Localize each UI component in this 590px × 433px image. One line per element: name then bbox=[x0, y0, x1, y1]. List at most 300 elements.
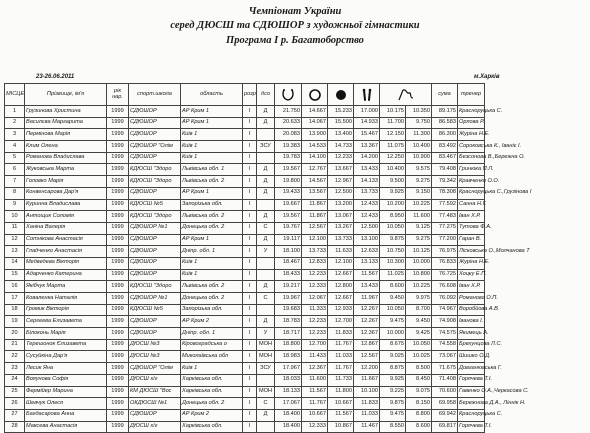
cell-ribbon-a: 9.875 bbox=[380, 398, 406, 410]
cell-ribbon-b: 10.050 bbox=[406, 339, 432, 351]
cell-ribbon-a: 9.450 bbox=[380, 293, 406, 305]
cell-year: 1999 bbox=[107, 211, 129, 223]
cell-sum: 83.492 bbox=[432, 141, 458, 153]
cell-year: 1999 bbox=[107, 293, 129, 305]
cell-region: Київ 1 bbox=[181, 129, 243, 141]
cell-place: 10 bbox=[5, 211, 25, 223]
table-header-row bbox=[5, 84, 585, 106]
cell-ball: 11.633 bbox=[328, 246, 354, 258]
cell-clubs: 17.000 bbox=[354, 106, 380, 118]
col-rank: розр bbox=[243, 84, 257, 106]
cell-ribbon-b: 8.150 bbox=[406, 398, 432, 410]
cell-hoop: 12.233 bbox=[302, 328, 328, 340]
cell-rope: 18.400 bbox=[275, 421, 302, 433]
cell-hoop: 12.067 bbox=[302, 293, 328, 305]
cell-dso: Д bbox=[257, 187, 275, 199]
cell-school: СДЮШОР №1 bbox=[129, 293, 181, 305]
cell-dso bbox=[257, 421, 275, 433]
cell-region: Кіровоградська о bbox=[181, 339, 243, 351]
cell-clubs: 13.367 bbox=[354, 141, 380, 153]
cell-name: Пермінова Марія bbox=[25, 129, 107, 141]
cell-name: Фермійер Марина bbox=[25, 386, 107, 398]
cell-ball: 11.833 bbox=[328, 328, 354, 340]
cell-year: 1999 bbox=[107, 222, 129, 234]
cell-ribbon-b: 9.575 bbox=[406, 164, 432, 176]
cell-school: СДЮШОР bbox=[129, 257, 181, 269]
cell-hoop: 12.700 bbox=[302, 339, 328, 351]
cell-rope: 18.400 bbox=[275, 409, 302, 421]
cell-place: 7 bbox=[5, 176, 25, 188]
cell-place: 5 bbox=[5, 152, 25, 164]
cell-ribbon-a: 11.700 bbox=[380, 117, 406, 129]
cell-year: 1999 bbox=[107, 234, 129, 246]
cell-coach: Воробйова А.В. bbox=[458, 304, 485, 316]
cell-dso: Д bbox=[257, 164, 275, 176]
cell-region: Київ 1 bbox=[181, 269, 243, 281]
cell-name: Куринна Владислава bbox=[25, 199, 107, 211]
cell-hoop: 12.233 bbox=[302, 269, 328, 281]
cell-school: СДЮШОР bbox=[129, 187, 181, 199]
cell-hoop: 12.767 bbox=[302, 164, 328, 176]
cell-coach: Романова О.П. bbox=[458, 293, 485, 305]
cell-coach: Красноруцька С. bbox=[458, 106, 485, 118]
cell-hoop: 14.067 bbox=[302, 117, 328, 129]
cell-rank: І bbox=[243, 363, 257, 375]
cell-sum: 86.583 bbox=[432, 117, 458, 129]
cell-sum: 73.067 bbox=[432, 351, 458, 363]
cell-coach: Тутова Ф.А. bbox=[458, 222, 485, 234]
cell-place: 21 bbox=[5, 339, 25, 351]
cell-sum: 78.308 bbox=[432, 187, 458, 199]
cell-ribbon-a: 11.025 bbox=[380, 269, 406, 281]
cell-rope: 18.800 bbox=[275, 339, 302, 351]
cell-school: СДЮШОР bbox=[129, 269, 181, 281]
cell-rope: 18.717 bbox=[275, 328, 302, 340]
cell-clubs: 13.133 bbox=[354, 257, 380, 269]
cell-school: КДЮСШ №5 bbox=[129, 199, 181, 211]
cell-clubs: 15.467 bbox=[354, 129, 380, 141]
cell-hoop: 12.333 bbox=[302, 281, 328, 293]
cell-dso bbox=[257, 374, 275, 386]
cell-region: Львівська обл. 1 bbox=[181, 164, 243, 176]
cell-rank: І bbox=[243, 257, 257, 269]
cell-year: 1999 bbox=[107, 199, 129, 211]
cell-ball: 14.733 bbox=[328, 141, 354, 153]
cell-place: 2 bbox=[5, 117, 25, 129]
table-row bbox=[5, 398, 585, 410]
cell-hoop: 12.567 bbox=[302, 222, 328, 234]
cell-school: СДЮШОР bbox=[129, 234, 181, 246]
cell-sum: 77.200 bbox=[432, 234, 458, 246]
cell-hoop: 13.900 bbox=[302, 129, 328, 141]
cell-school: СДЮШОР №1 bbox=[129, 222, 181, 234]
cell-clubs: 13.433 bbox=[354, 281, 380, 293]
cell-sum: 74.967 bbox=[432, 304, 458, 316]
cell-rank: І bbox=[243, 339, 257, 351]
cell-sum: 76.725 bbox=[432, 269, 458, 281]
cell-clubs: 12.200 bbox=[354, 363, 380, 375]
cell-ribbon-a: 9.225 bbox=[380, 386, 406, 398]
cell-region: Донецька обл. 2 bbox=[181, 398, 243, 410]
cell-hoop: 11.867 bbox=[302, 199, 328, 211]
cell-place: 23 bbox=[5, 363, 25, 375]
cell-school: ДЮСШ х/г bbox=[129, 374, 181, 386]
cell-dso: Д bbox=[257, 316, 275, 328]
col-ribbon bbox=[380, 84, 432, 106]
cell-year: 1999 bbox=[107, 176, 129, 188]
cell-dso: С bbox=[257, 398, 275, 410]
cell-school: ДЮСШ №3 bbox=[129, 339, 181, 351]
cell-name: Сергеева Елизавета bbox=[25, 316, 107, 328]
cell-dso: У bbox=[257, 246, 275, 258]
cell-rope: 19.567 bbox=[275, 164, 302, 176]
cell-rank: І bbox=[243, 187, 257, 199]
cell-clubs: 11.967 bbox=[354, 293, 380, 305]
col-name: Прізвище, ім'я bbox=[25, 84, 107, 106]
cell-school: СДЮШОР "Олім bbox=[129, 141, 181, 153]
cell-dso: С bbox=[257, 293, 275, 305]
cell-school: КДЮСШ "Здоро bbox=[129, 281, 181, 293]
cell-ribbon-b: 11.300 bbox=[406, 129, 432, 141]
cell-region: АР Крим 2 bbox=[181, 409, 243, 421]
cell-rope: 20.083 bbox=[275, 129, 302, 141]
cell-school: КДЮСШ №5 bbox=[129, 304, 181, 316]
cell-sum: 77.483 bbox=[432, 211, 458, 223]
cell-place: 8 bbox=[5, 187, 25, 199]
cell-year: 1999 bbox=[107, 421, 129, 433]
cell-region: Дніпр. обл. 1 bbox=[181, 246, 243, 258]
cell-clubs: 12.267 bbox=[354, 316, 380, 328]
col-dso: дсо bbox=[257, 84, 275, 106]
cell-hoop: 14.100 bbox=[302, 152, 328, 164]
cell-rank: І bbox=[243, 176, 257, 188]
cell-hoop: 12.367 bbox=[302, 363, 328, 375]
cell-name: Жуковська Марта bbox=[25, 164, 107, 176]
cell-sum: 74.575 bbox=[432, 328, 458, 340]
cell-name: Конвенсарова Дар'я bbox=[25, 187, 107, 199]
cell-ball: 15.233 bbox=[328, 106, 354, 118]
cell-dso: Д bbox=[257, 281, 275, 293]
cell-year: 1999 bbox=[107, 328, 129, 340]
cell-hoop: 14.533 bbox=[302, 141, 328, 153]
cell-clubs: 13.433 bbox=[354, 164, 380, 176]
cell-rope: 18.433 bbox=[275, 269, 302, 281]
col-school: спорт.школа bbox=[129, 84, 181, 106]
cell-rope: 18.983 bbox=[275, 351, 302, 363]
cell-sum: 76.833 bbox=[432, 257, 458, 269]
cell-hoop: 10.667 bbox=[302, 409, 328, 421]
cell-ball: 13.267 bbox=[328, 222, 354, 234]
cell-ribbon-a: 10.175 bbox=[380, 106, 406, 118]
cell-ribbon-b: 11.600 bbox=[406, 211, 432, 223]
cell-name: Клим Олена bbox=[25, 141, 107, 153]
cell-dso bbox=[257, 199, 275, 211]
cell-region: Київ 1 bbox=[181, 363, 243, 375]
cell-dso: ЗСУ bbox=[257, 363, 275, 375]
cell-dso bbox=[257, 152, 275, 164]
cell-coach: Кравченко О.О. bbox=[458, 176, 485, 188]
cell-rank: І bbox=[243, 269, 257, 281]
table-row bbox=[5, 257, 585, 269]
cell-hoop: 11.600 bbox=[302, 374, 328, 386]
cell-dso: Д bbox=[257, 409, 275, 421]
cell-ribbon-b: 8.500 bbox=[406, 363, 432, 375]
cell-ribbon-b: 10.000 bbox=[406, 257, 432, 269]
cell-ball: 11.033 bbox=[328, 351, 354, 363]
cell-rank: І bbox=[243, 234, 257, 246]
cell-ribbon-a: 10.200 bbox=[380, 199, 406, 211]
cell-clubs: 12.567 bbox=[354, 351, 380, 363]
cell-dso: Д bbox=[257, 211, 275, 223]
cell-dso bbox=[257, 129, 275, 141]
cell-ball: 13.400 bbox=[328, 129, 354, 141]
cell-clubs: 11.033 bbox=[354, 409, 380, 421]
cell-name: Багдасарова Анна bbox=[25, 409, 107, 421]
cell-year: 1999 bbox=[107, 374, 129, 386]
cell-ribbon-a: 10.750 bbox=[380, 246, 406, 258]
table-row bbox=[5, 141, 585, 153]
cell-ribbon-b: 9.975 bbox=[406, 293, 432, 305]
cell-rank: І bbox=[243, 152, 257, 164]
cell-name: Шевчук Олеся bbox=[25, 398, 107, 410]
cell-hoop: 11.333 bbox=[302, 304, 328, 316]
table-row bbox=[5, 421, 585, 433]
event-date: 23-26.06.2011 bbox=[36, 74, 75, 80]
cell-coach: Ліскoвська О.,Молчанова Т bbox=[458, 246, 485, 258]
cell-clubs: 12.500 bbox=[354, 222, 380, 234]
cell-school: СДЮШОР bbox=[129, 246, 181, 258]
cell-dso: Д bbox=[257, 234, 275, 246]
cell-clubs: 14.133 bbox=[354, 176, 380, 188]
cell-school: КДЮСШ "Здоро bbox=[129, 176, 181, 188]
cell-year: 1999 bbox=[107, 187, 129, 199]
cell-name: Грузинова Христина bbox=[25, 106, 107, 118]
cell-name: Головко Марія bbox=[25, 176, 107, 188]
cell-rope: 19.967 bbox=[275, 293, 302, 305]
cell-clubs: 11.667 bbox=[354, 374, 380, 386]
cell-region: Запорізька обл. bbox=[181, 199, 243, 211]
cell-ribbon-b: 10.225 bbox=[406, 281, 432, 293]
cell-year: 1999 bbox=[107, 246, 129, 258]
cell-rank: І bbox=[243, 293, 257, 305]
cell-rank: І bbox=[243, 106, 257, 118]
cell-sum: 77.275 bbox=[432, 222, 458, 234]
cell-sum: 79.408 bbox=[432, 164, 458, 176]
table-row bbox=[5, 374, 585, 386]
cell-name: Антощик Соломія bbox=[25, 211, 107, 223]
cell-rank: І bbox=[243, 409, 257, 421]
cell-coach: Шишко О.Д. bbox=[458, 351, 485, 363]
cell-ball: 13.667 bbox=[328, 164, 354, 176]
cell-ribbon-a: 12.150 bbox=[380, 129, 406, 141]
cell-sum: 86.300 bbox=[432, 129, 458, 141]
cell-ribbon-b: 9.275 bbox=[406, 234, 432, 246]
cell-rank: І bbox=[243, 117, 257, 129]
cell-name: Сусуйкіна Дар'я bbox=[25, 351, 107, 363]
cell-rank: І bbox=[243, 164, 257, 176]
cell-ribbon-a: 9.475 bbox=[380, 409, 406, 421]
cell-name: Адарченко Катерина bbox=[25, 269, 107, 281]
cell-ball: 13.200 bbox=[328, 199, 354, 211]
cell-rank: І bbox=[243, 199, 257, 211]
cell-sum: 74.558 bbox=[432, 339, 458, 351]
cell-year: 1999 bbox=[107, 106, 129, 118]
cell-rank: І bbox=[243, 374, 257, 386]
cell-ribbon-b: 10.225 bbox=[406, 199, 432, 211]
table-row bbox=[5, 269, 585, 281]
cell-region: Харківська обл. bbox=[181, 374, 243, 386]
cell-dso bbox=[257, 257, 275, 269]
cell-clubs: 12.867 bbox=[354, 339, 380, 351]
cell-ball: 12.700 bbox=[328, 316, 354, 328]
cell-coach: Іван Х.Р. bbox=[458, 281, 485, 293]
cell-clubs: 12.367 bbox=[354, 328, 380, 340]
cell-dso bbox=[257, 269, 275, 281]
cell-region: АР Крим 1 bbox=[181, 187, 243, 199]
cell-place: 14 bbox=[5, 257, 25, 269]
cell-school: СДЮШОР bbox=[129, 106, 181, 118]
cell-name: Максева Анастасія bbox=[25, 421, 107, 433]
cell-ribbon-b: 9.450 bbox=[406, 316, 432, 328]
cell-ball: 13.067 bbox=[328, 211, 354, 223]
table-row bbox=[5, 117, 585, 129]
col-region: область bbox=[181, 84, 243, 106]
cell-ribbon-a: 11.075 bbox=[380, 141, 406, 153]
cell-hoop: 12.333 bbox=[302, 421, 328, 433]
cell-rank: І bbox=[243, 328, 257, 340]
cell-ribbon-a: 9.925 bbox=[380, 374, 406, 386]
table-row bbox=[5, 129, 585, 141]
cell-rank: І bbox=[243, 129, 257, 141]
cell-sum: 69.817 bbox=[432, 421, 458, 433]
cell-ball: 12.100 bbox=[328, 257, 354, 269]
cell-dso: МОН bbox=[257, 351, 275, 363]
cell-school: СДЮШОР bbox=[129, 129, 181, 141]
cell-region: АР Крим 2 bbox=[181, 316, 243, 328]
cell-hoop: 12.833 bbox=[302, 257, 328, 269]
clubs-icon bbox=[360, 88, 374, 102]
cell-ball: 11.733 bbox=[328, 374, 354, 386]
cell-clubs: 12.633 bbox=[354, 246, 380, 258]
col-year: рік нар. bbox=[107, 84, 129, 106]
cell-school: КДЮСШ "Здоро bbox=[129, 211, 181, 223]
cell-ribbon-a: 9.475 bbox=[380, 316, 406, 328]
cell-coach: Гавенко О.А.,Черкасова С. bbox=[458, 386, 485, 398]
cell-region: Запорізька обл. bbox=[181, 304, 243, 316]
hoop-icon bbox=[308, 88, 322, 102]
cell-ribbon-b: 9.075 bbox=[406, 386, 432, 398]
cell-name: Вояунова Софія bbox=[25, 374, 107, 386]
cell-region: Харківська обл. bbox=[181, 386, 243, 398]
cell-hoop: 11.767 bbox=[302, 398, 328, 410]
cell-school: КДЮСШ "Здоро bbox=[129, 164, 181, 176]
cell-dso: Д bbox=[257, 117, 275, 129]
table-row bbox=[5, 222, 585, 234]
cell-clubs: 12.267 bbox=[354, 304, 380, 316]
cell-school: СДЮШОР bbox=[129, 409, 181, 421]
cell-ribbon-a: 9.025 bbox=[380, 351, 406, 363]
cell-rope: 18.100 bbox=[275, 246, 302, 258]
cell-coach: Якимець А. bbox=[458, 328, 485, 340]
cell-rope: 19.783 bbox=[275, 152, 302, 164]
cell-ribbon-b: 8.600 bbox=[406, 421, 432, 433]
cell-dso: МОН bbox=[257, 386, 275, 398]
cell-coach: Сороковська К., Іваніє І. bbox=[458, 141, 485, 153]
cell-ball: 12.967 bbox=[328, 176, 354, 188]
cell-place: 27 bbox=[5, 409, 25, 421]
cell-region: Харківська обл. bbox=[181, 421, 243, 433]
table-row bbox=[5, 176, 585, 188]
cell-name: Коваленка Наталія bbox=[25, 293, 107, 305]
cell-dso: ЗСУ bbox=[257, 141, 275, 153]
cell-school: СДЮШОР bbox=[129, 117, 181, 129]
cell-rank: І bbox=[243, 281, 257, 293]
cell-year: 1999 bbox=[107, 398, 129, 410]
cell-clubs: 10.100 bbox=[354, 386, 380, 398]
cell-ball: 11.800 bbox=[328, 386, 354, 398]
cell-coach: Горячева Т.І. bbox=[458, 374, 485, 386]
cell-ball: 15.500 bbox=[328, 117, 354, 129]
cell-place: 28 bbox=[5, 421, 25, 433]
cell-region: Львівська обл. 2 bbox=[181, 281, 243, 293]
cell-clubs: 11.833 bbox=[354, 398, 380, 410]
cell-sum: 76.975 bbox=[432, 246, 458, 258]
cell-ball: 10.667 bbox=[328, 398, 354, 410]
cell-ribbon-b: 8.800 bbox=[406, 409, 432, 421]
cell-dso: У bbox=[257, 328, 275, 340]
cell-rank: І bbox=[243, 386, 257, 398]
cell-region: АР Крим 1 bbox=[181, 117, 243, 129]
cell-sum: 71.408 bbox=[432, 374, 458, 386]
ball-icon bbox=[334, 88, 348, 102]
cell-clubs: 11.467 bbox=[354, 421, 380, 433]
table-row bbox=[5, 328, 585, 340]
cell-year: 1999 bbox=[107, 316, 129, 328]
cell-coach: Журіна Н.Е. bbox=[458, 129, 485, 141]
col-clubs bbox=[354, 84, 380, 106]
cell-rope: 21.750 bbox=[275, 106, 302, 118]
cell-ribbon-a: 10.050 bbox=[380, 222, 406, 234]
page-subtitle: серед ДЮСШ та СДЮШОР з художньої гімнастики bbox=[170, 20, 420, 31]
cell-ribbon-b: 9.275 bbox=[406, 176, 432, 188]
cell-school: СДЮШОР bbox=[129, 152, 181, 164]
cell-ribbon-a: 10.050 bbox=[380, 304, 406, 316]
table-row bbox=[5, 351, 585, 363]
cell-place: 20 bbox=[5, 328, 25, 340]
cell-ribbon-a: 10.300 bbox=[380, 257, 406, 269]
cell-rank: І bbox=[243, 398, 257, 410]
cell-rope: 18.133 bbox=[275, 386, 302, 398]
table-row bbox=[5, 187, 585, 199]
col-sum: сума bbox=[432, 84, 458, 106]
cell-region: АР Крим 1 bbox=[181, 106, 243, 118]
table-row bbox=[5, 316, 585, 328]
cell-coach: Довганювська Г. bbox=[458, 363, 485, 375]
cell-ribbon-b: 10.125 bbox=[406, 246, 432, 258]
col-rope bbox=[275, 84, 302, 106]
cell-place: 12 bbox=[5, 234, 25, 246]
cell-ribbon-a: 10.400 bbox=[380, 164, 406, 176]
cell-place: 4 bbox=[5, 141, 25, 153]
cell-ribbon-b: 10.800 bbox=[406, 269, 432, 281]
table-row bbox=[5, 246, 585, 258]
cell-place: 18 bbox=[5, 304, 25, 316]
cell-region: Миколаївська обл bbox=[181, 351, 243, 363]
cell-coach: Іванова І. bbox=[458, 316, 485, 328]
cell-hoop: 13.733 bbox=[302, 246, 328, 258]
cell-year: 1999 bbox=[107, 152, 129, 164]
cell-sum: 76.608 bbox=[432, 281, 458, 293]
